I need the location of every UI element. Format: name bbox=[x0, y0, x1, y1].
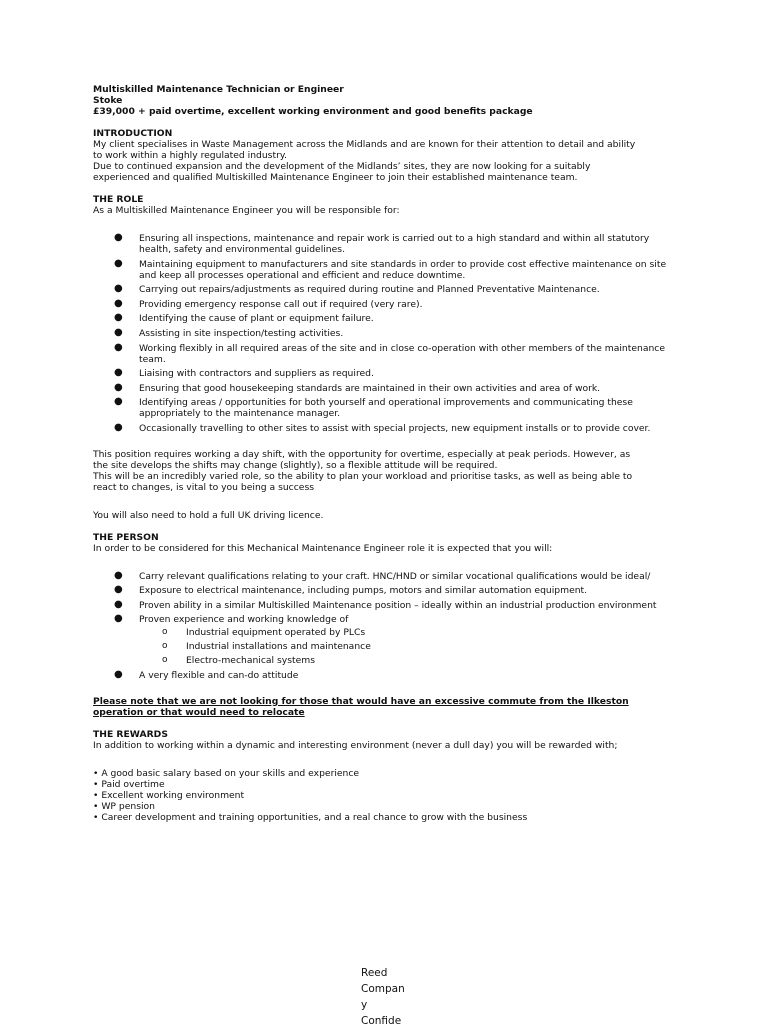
list-item bbox=[93, 423, 683, 434]
list-item bbox=[93, 259, 683, 281]
list-item-text: Carry relevant qualifications relating to your craft. HNC/HND or similar vocational qualifications would be ideal/ bbox=[139, 570, 651, 582]
role-heading: THE ROLE bbox=[93, 194, 144, 205]
list-item-text: A very flexible and can-do attitude bbox=[139, 669, 299, 681]
list-item bbox=[93, 571, 683, 582]
sub-list bbox=[139, 627, 683, 666]
spacer bbox=[93, 183, 683, 194]
reward-item: • WP pension bbox=[93, 800, 155, 812]
sub-list-item-text: Electro-mechanical systems bbox=[186, 655, 315, 667]
list-item-text: Occasionally travelling to other sites to assist with special projects, new equipment installs or to provide cover. bbox=[139, 422, 651, 434]
bullet-icon: ● bbox=[114, 232, 123, 243]
list-item bbox=[93, 670, 683, 681]
bullet-icon: ● bbox=[114, 381, 123, 393]
sub-list-item-text: Industrial installations and maintenance bbox=[186, 641, 371, 653]
reward-item: • Career development and training opportunities, and a real chance to grow with the business bbox=[93, 811, 528, 823]
spacer bbox=[93, 685, 683, 696]
list-item bbox=[93, 614, 683, 666]
person-requirements-list bbox=[93, 571, 683, 681]
spacer bbox=[93, 521, 683, 532]
introduction-line: experienced and qualified Multiskilled Maintenance Engineer to join their established maintenance team. bbox=[93, 172, 578, 183]
shift-line: This will be an incredibly varied role, so the ability to plan your workload and prioritise tasks, as well as being able to bbox=[93, 470, 633, 482]
introduction-line: to work within a highly regulated industry. bbox=[93, 150, 287, 161]
bullet-icon: ● bbox=[114, 312, 123, 324]
job-salary: £39,000 + paid overtime, excellent working environment and good benefits package bbox=[93, 106, 533, 117]
person-heading: THE PERSON bbox=[93, 531, 159, 543]
relocation-note: Please note that we are not looking for those that would have an excessive commute from the Ilkeston bbox=[93, 695, 629, 707]
spacer bbox=[93, 438, 683, 449]
list-item-text: Ensuring all inspections, maintenance and repair work is carried out to a high standard and within all statutory health, safety and environmental guidelines. bbox=[139, 233, 650, 255]
list-item-text: Proven ability in a similar Multiskilled Maintenance position – ideally within an industrial production environment bbox=[139, 599, 657, 611]
spacer bbox=[93, 493, 683, 510]
bullet-icon: ● bbox=[114, 396, 123, 408]
footer-company-text bbox=[361, 965, 421, 1029]
list-item bbox=[93, 397, 683, 419]
bullet-icon: ● bbox=[114, 326, 123, 338]
list-item bbox=[93, 343, 683, 365]
list-item-text: Identifying areas / opportunities for both yourself and operational improvements and communicating these appropriately to the maintenance manager. bbox=[139, 397, 633, 420]
reward-item: • A good basic salary based on your skills and experience bbox=[93, 767, 360, 779]
list-item-text: Proven experience and working knowledge of bbox=[139, 614, 349, 626]
bullet-icon: ● bbox=[114, 421, 123, 433]
spacer bbox=[93, 117, 683, 128]
spacer bbox=[93, 216, 683, 233]
shift-line: react to changes, is vital to you being a success bbox=[93, 481, 315, 493]
list-item-text: Liaising with contractors and suppliers as required. bbox=[139, 368, 374, 380]
list-item bbox=[93, 585, 683, 596]
spacer bbox=[93, 718, 683, 729]
introduction-line: My client specialises in Waste Management across the Midlands and are known for their attention to detail and ability bbox=[93, 139, 636, 150]
list-item-text: Exposure to electrical maintenance, including pumps, motors and similar automation equipment. bbox=[139, 585, 588, 597]
shift-line: This position requires working a day shift, with the opportunity for overtime, especially at peak periods. However, as bbox=[93, 448, 631, 460]
rewards-intro: In addition to working within a dynamic and interesting environment (never a dull day) you will be rewarded with; bbox=[93, 739, 618, 751]
spacer bbox=[93, 751, 683, 768]
document-body bbox=[93, 84, 683, 823]
footer-line: Reed bbox=[361, 967, 388, 979]
footer-line: Compan bbox=[361, 983, 405, 995]
list-item bbox=[93, 383, 683, 394]
sub-list-item bbox=[139, 627, 683, 638]
footer-line: y bbox=[361, 999, 368, 1011]
sub-list-item bbox=[139, 655, 683, 666]
list-item bbox=[93, 233, 683, 255]
role-intro: As a Multiskilled Maintenance Engineer you will be responsible for: bbox=[93, 205, 400, 216]
spacer bbox=[93, 554, 683, 571]
bullet-icon: ● bbox=[114, 341, 123, 353]
reward-item: • Excellent working environment bbox=[93, 789, 245, 801]
rewards-heading: THE REWARDS bbox=[93, 728, 168, 740]
sub-list-item-text: Industrial equipment operated by PLCs bbox=[186, 627, 366, 639]
footer-line: Confide bbox=[361, 1015, 402, 1027]
circle-bullet-icon: o bbox=[162, 627, 168, 638]
list-item-text: Ensuring that good housekeeping standards are maintained in their own activities and area of work. bbox=[139, 382, 601, 394]
list-item bbox=[93, 299, 683, 310]
list-item-text: Working flexibly in all required areas of the site and in close co-operation with other members of the maintenance team. bbox=[139, 342, 665, 365]
list-item-text: Assisting in site inspection/testing activities. bbox=[139, 327, 344, 339]
job-location: Stoke bbox=[93, 95, 123, 106]
shift-line: the site develops the shifts may change (slightly), so a flexible attitude will be required. bbox=[93, 459, 498, 471]
bullet-icon: ● bbox=[114, 297, 123, 309]
list-item-text: Carrying out repairs/adjustments as required during routine and Planned Preventative Maintenance. bbox=[139, 284, 600, 296]
reward-item: • Paid overtime bbox=[93, 778, 165, 790]
list-item bbox=[93, 313, 683, 324]
person-intro: In order to be considered for this Mechanical Maintenance Engineer role it is expected that you will: bbox=[93, 542, 553, 554]
bullet-icon: ● bbox=[114, 668, 123, 680]
bullet-icon: ● bbox=[114, 598, 123, 610]
job-title: Multiskilled Maintenance Technician or Engineer bbox=[93, 84, 344, 95]
list-item-text: Maintaining equipment to manufacturers and site standards in order to provide cost effective maintenance on site and keep all processes operational and efficient and reduce downtime. bbox=[139, 258, 667, 281]
licence-text: You will also need to hold a full UK driving licence. bbox=[93, 509, 324, 521]
bullet-icon: ● bbox=[114, 569, 123, 581]
list-item bbox=[93, 368, 683, 379]
introduction-line: Due to continued expansion and the development of the Midlands’ sites, they are now looking for a suitably bbox=[93, 161, 591, 172]
list-item-text: Providing emergency response call out if required (very rare). bbox=[139, 298, 423, 310]
list-item bbox=[93, 284, 683, 295]
circle-bullet-icon: o bbox=[162, 641, 168, 652]
bullet-icon: ● bbox=[114, 613, 123, 625]
list-item-text: Identifying the cause of plant or equipment failure. bbox=[139, 313, 374, 325]
introduction-heading: INTRODUCTION bbox=[93, 128, 173, 139]
bullet-icon: ● bbox=[114, 367, 123, 379]
list-item bbox=[93, 328, 683, 339]
bullet-icon: ● bbox=[114, 257, 123, 269]
role-responsibilities-list bbox=[93, 233, 683, 434]
relocation-note: operation or that would need to relocate bbox=[93, 706, 305, 718]
bullet-icon: ● bbox=[114, 584, 123, 596]
circle-bullet-icon: o bbox=[162, 655, 168, 666]
list-item bbox=[93, 600, 683, 611]
bullet-icon: ● bbox=[114, 283, 123, 295]
sub-list-item bbox=[139, 641, 683, 652]
